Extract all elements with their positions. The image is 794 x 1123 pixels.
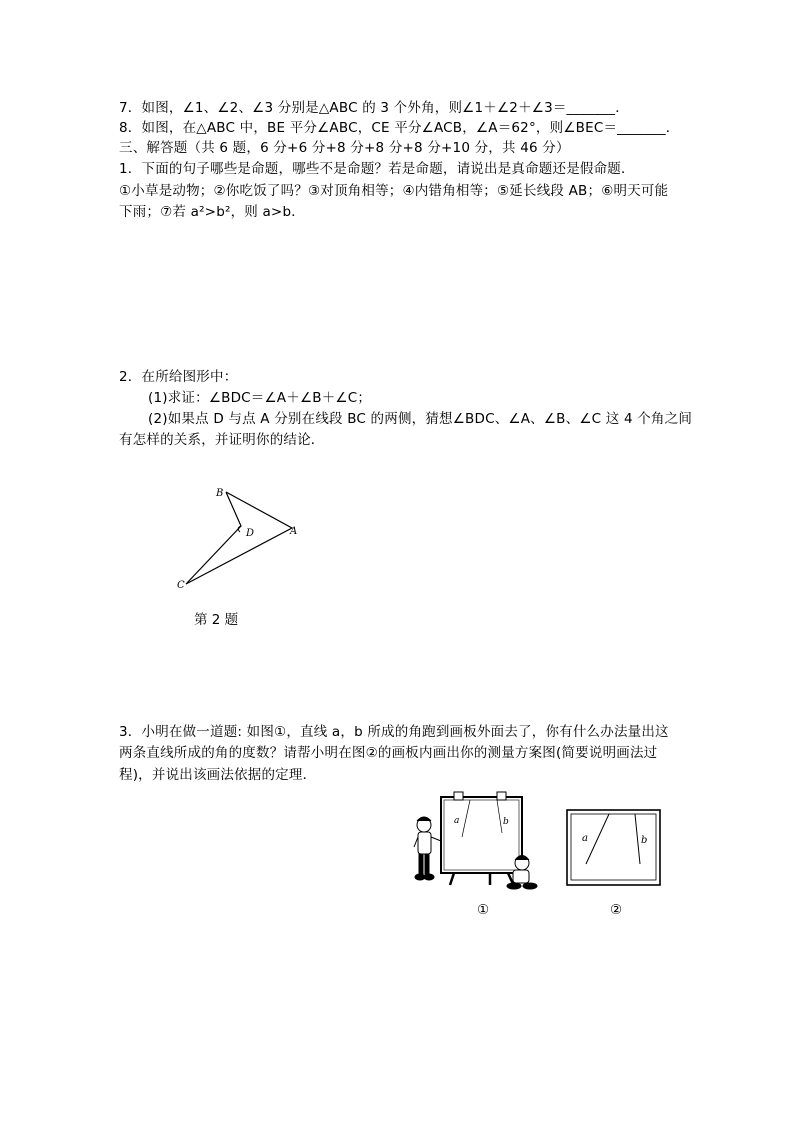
problem-2-figure: [168, 482, 308, 592]
label-c: C: [177, 580, 185, 591]
label-a: A: [290, 526, 298, 537]
fig2-label-a: a: [582, 833, 588, 844]
fig1-label-b: b: [503, 817, 509, 827]
drawing-board: [441, 797, 522, 873]
problem-2-part-2-line1: (2)如果点 D 与点 A 分别在线段 BC 的两侧，猜想∠BDC、∠A、∠B、∠C 这 4 个角之间: [148, 411, 693, 427]
figure-3-caption-2: ②: [610, 902, 623, 918]
problem-2-part-2-line2: 有怎样的关系，并证明你的结论．: [119, 432, 325, 448]
section-3-heading: 三、解答题（共 6 题，6 分+6 分+8 分+8 分+8 分+10 分，共 46 分）: [119, 140, 570, 156]
figure-3-caption-1: ①: [477, 902, 490, 918]
label-b: B: [216, 488, 224, 499]
child-standing-icon: [414, 817, 441, 880]
drawing-board-figure-2: [566, 808, 662, 888]
drawing-board-2: [567, 810, 660, 885]
problem-3-line3: 程)，并说出该画法依据的定理．: [119, 767, 317, 783]
problem-1-items-line2: 下雨；⑦若 a²>b²，则 a>b．: [119, 204, 305, 220]
problem-1-items-line1: ①小草是动物；②你吃饭了吗？③对顶角相等；④内错角相等；⑤延长线段 AB；⑥明天可能: [119, 183, 669, 199]
figure-2-caption: 第 2 题: [194, 612, 239, 628]
question-8: 8．如图，在△ABC 中，BE 平分∠ABC，CE 平分∠ACB，∠A＝62°，则∠BEC＝_______．: [119, 120, 680, 136]
label-d: D: [246, 528, 255, 539]
fig2-label-b: b: [641, 835, 648, 846]
problem-2-title: 2．在所给图形中：: [119, 369, 238, 385]
quadrilateral-bdca: [186, 492, 292, 584]
drawing-board-figure-1: [410, 785, 550, 895]
problem-3-line2: 两条直线所成的角的度数？请帮小明在图②的画板内画出你的测量方案图(简要说明画法过: [119, 745, 658, 761]
problem-1-title: 1．下面的句子哪些是命题，哪些不是命题？若是命题，请说出是真命题还是假命题．: [119, 161, 635, 177]
problem-2-part-1: (1)求证：∠BDC＝∠A＋∠B＋∠C；: [148, 390, 372, 406]
problem-3-line1: 3．小明在做一道题: 如图①，直线 a，b 所成的角跑到画板外面去了，你有什么办法量出这: [119, 724, 669, 740]
question-7: 7．如图，∠1、∠2、∠3 分别是△ABC 的 3 个外角，则∠1＋∠2＋∠3＝_______．: [119, 100, 629, 116]
fig1-label-a: a: [454, 816, 460, 826]
